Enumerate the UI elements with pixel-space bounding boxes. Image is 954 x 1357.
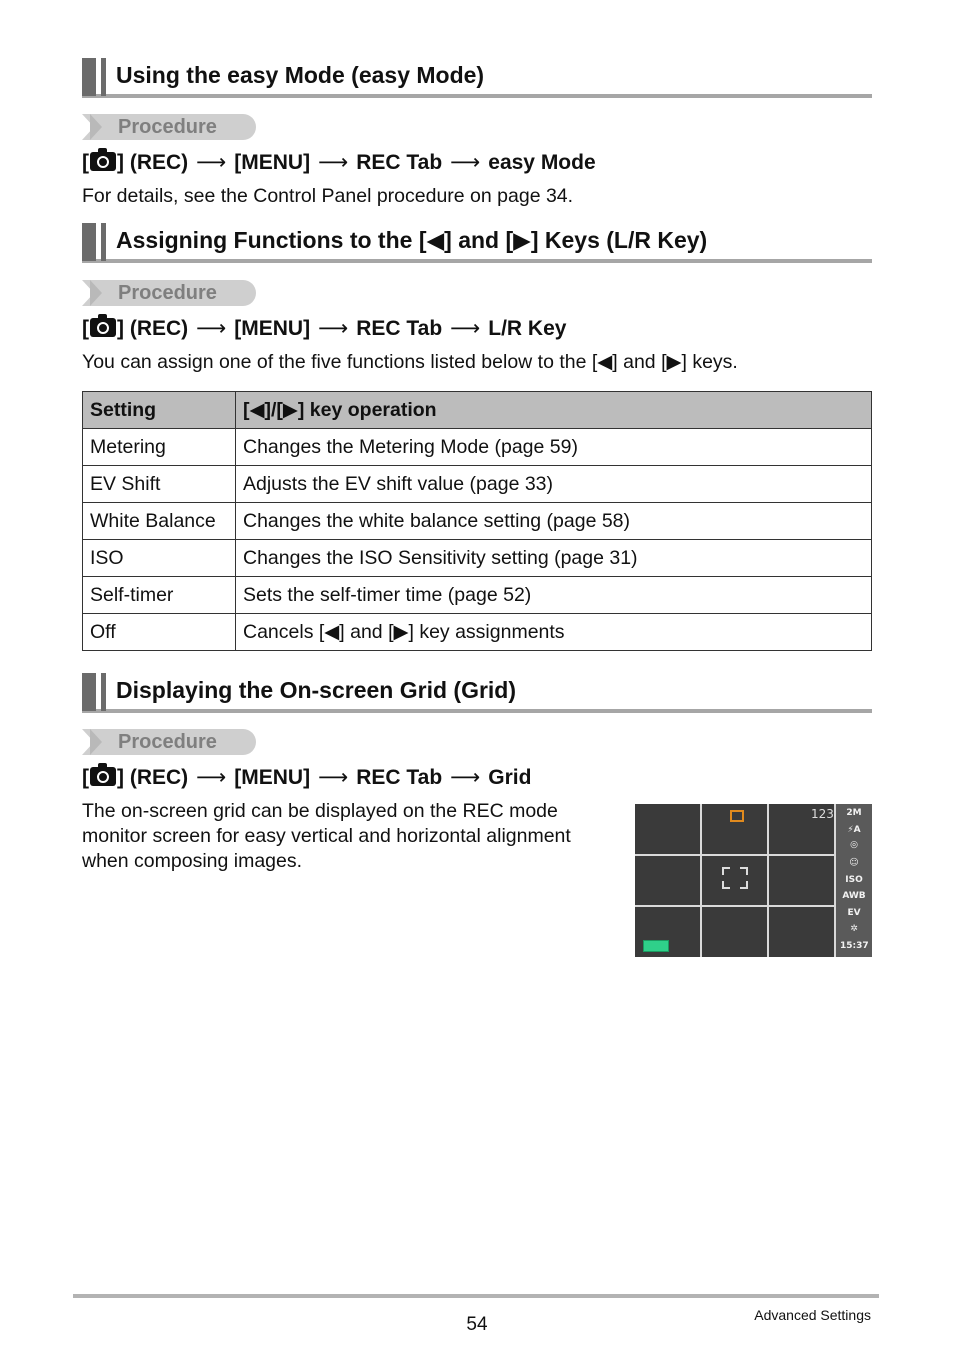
white-balance-icon: AWB xyxy=(842,891,866,901)
focus-icon: ◎ xyxy=(850,840,858,850)
section-description: For details, see the Control Panel procedure on page 34. xyxy=(82,185,574,207)
heading-bar xyxy=(82,58,96,96)
section-description: You can assign one of the five functions listed below to the [◀] and [▶] keys. xyxy=(82,351,738,373)
arrow-icon: ⟶ xyxy=(318,151,349,174)
footer-divider xyxy=(73,1294,879,1298)
heading-bar xyxy=(101,673,106,711)
table-cell: EV Shift xyxy=(83,466,236,503)
camera-icon xyxy=(90,767,116,786)
section-title: Using the easy Mode (easy Mode) xyxy=(116,62,485,88)
section-title: Assigning Functions to the [◀] and [▶] Keys (L/R Key) xyxy=(116,227,708,253)
table-cell: Changes the ISO Sensitivity setting (page 31) xyxy=(236,540,872,577)
menu-path: [ ] (REC) ⟶ [MENU] ⟶ REC Tab ⟶ L/R Key xyxy=(82,317,567,340)
image-size-icon: 2M xyxy=(846,808,862,818)
section-title: Displaying the On-screen Grid (Grid) xyxy=(116,677,517,703)
ev-shift-icon: EV xyxy=(847,908,861,918)
table-header-row xyxy=(83,392,872,429)
table-row xyxy=(83,540,872,577)
heading-bar xyxy=(82,673,96,711)
rec-monitor-screen-image xyxy=(635,804,872,957)
table-row xyxy=(83,614,872,651)
camera-icon xyxy=(90,152,116,171)
procedure-badge xyxy=(82,114,256,140)
table-cell: Sets the self-timer time (page 52) xyxy=(236,577,872,614)
face-detection-icon: ☺ xyxy=(849,858,859,868)
section-description: The on-screen grid can be displayed on the REC mode monitor screen for easy vertical and horizontal alignment when composing images. xyxy=(82,800,571,872)
heading-bar xyxy=(82,223,96,261)
arrow-icon: ⟶ xyxy=(450,151,481,174)
footer-section-name: Advanced Settings xyxy=(754,1307,871,1323)
camera-icon xyxy=(90,318,116,337)
focus-mode-icon xyxy=(730,810,744,822)
arrow-icon: ⟶ xyxy=(196,766,227,789)
menu-path: [ ] (REC) ⟶ [MENU] ⟶ REC Tab ⟶ Grid xyxy=(82,766,532,789)
focus-frame-icon xyxy=(722,867,748,889)
table-header: [◀]/[▶] key operation xyxy=(236,392,872,429)
table-cell: Changes the white balance setting (page 58) xyxy=(236,503,872,540)
section-header-easy-mode xyxy=(82,58,872,98)
shot-count: 123 xyxy=(811,807,834,821)
lr-key-settings-table xyxy=(82,391,872,651)
table-cell: Adjusts the EV shift value (page 33) xyxy=(236,466,872,503)
table-cell: ISO xyxy=(83,540,236,577)
arrow-icon: ⟶ xyxy=(196,317,227,340)
flash-auto-icon: ⚡A xyxy=(847,825,861,835)
arrow-icon: ⟶ xyxy=(318,766,349,789)
iso-icon: ISO xyxy=(845,875,863,885)
table-header: Setting xyxy=(83,392,236,429)
table-cell: Metering xyxy=(83,429,236,466)
table-row xyxy=(83,429,872,466)
procedure-label: Procedure xyxy=(118,282,217,304)
battery-icon xyxy=(643,940,669,952)
arrow-icon: ⟶ xyxy=(450,317,481,340)
heading-bar xyxy=(101,58,106,96)
table-row xyxy=(83,503,872,540)
camera-status-sidebar xyxy=(836,804,872,957)
procedure-badge xyxy=(82,729,256,755)
arrow-icon: ⟶ xyxy=(318,317,349,340)
procedure-badge xyxy=(82,280,256,306)
section-header-lr-key xyxy=(82,223,872,263)
section-header-grid xyxy=(82,673,872,713)
arrow-icon: ⟶ xyxy=(196,151,227,174)
table-row xyxy=(83,466,872,503)
metering-icon: ✲ xyxy=(850,924,858,934)
time-display: 15:37 xyxy=(840,941,869,951)
arrow-icon: ⟶ xyxy=(450,766,481,789)
menu-path: [ ] (REC) ⟶ [MENU] ⟶ REC Tab ⟶ easy Mode xyxy=(82,151,596,174)
heading-bar xyxy=(101,223,106,261)
table-cell: Cancels [◀] and [▶] key assignments xyxy=(236,614,872,651)
table-cell: Changes the Metering Mode (page 59) xyxy=(236,429,872,466)
table-cell: White Balance xyxy=(83,503,236,540)
procedure-label: Procedure xyxy=(118,116,217,138)
procedure-label: Procedure xyxy=(118,731,217,753)
table-cell: Self-timer xyxy=(83,577,236,614)
table-cell: Off xyxy=(83,614,236,651)
table-row xyxy=(83,577,872,614)
page-number: 54 xyxy=(466,1314,488,1335)
